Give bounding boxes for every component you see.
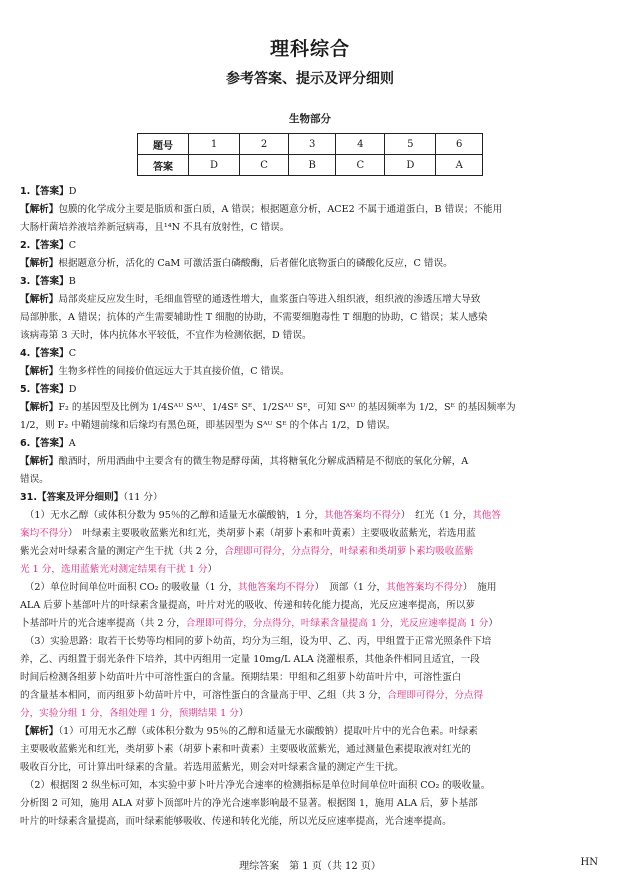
text-segment: 根据题意分析，活化的 CaM 可激活蛋白磷酸酶，后者催化底物蛋白的磷酸化反应，C 错误。 bbox=[58, 258, 453, 269]
text-segment: 时间后检测各组萝卜幼苗叶片中可溶性蛋白的含量。预期结果：甲组和乙组萝卜幼苗叶片中，可溶性蛋白 bbox=[20, 672, 462, 683]
text-line bbox=[20, 363, 610, 381]
text-segment: 养，乙、丙组置于弱光条件下培养，其中丙组用一定量 10mg/L ALA 浇灌根系，其他条件相同且适宜，一段 bbox=[20, 654, 480, 665]
text-segment: ） 叶绿素主要吸收蓝紫光和红光，类胡萝卜素（胡萝卜素和叶黄素）主要吸收蓝紫光，若选用蓝 bbox=[67, 528, 476, 539]
answer-label: 【解析】 bbox=[20, 366, 59, 377]
text-line bbox=[20, 435, 610, 453]
text-segment: A bbox=[68, 438, 76, 449]
page-footer: 理综答案 第 1 页（共 12 页） bbox=[239, 861, 381, 872]
text-line bbox=[20, 579, 610, 597]
text-segment: 局部炎症反应发生时，毛细血管壁的通透性增大，血浆蛋白等进入组织液，组织液的渗透压增大导致 bbox=[58, 294, 481, 305]
question-number: 6 bbox=[436, 134, 483, 155]
text-line bbox=[20, 255, 610, 273]
answer-cell: B bbox=[289, 155, 336, 176]
text-segment: （2）单位时间单位叶面积 CO₂ 的吸收量（1 分， bbox=[20, 582, 238, 593]
text-segment: ） 顶部（1 分， bbox=[314, 582, 387, 593]
page-subtitle: 参考答案、提示及评分细则 bbox=[226, 71, 394, 87]
text-line bbox=[20, 291, 610, 309]
text-segment: 局部肿胀，A 错误；抗体的产生需要辅助性 T 细胞的协助，不需要细胞毒性 T 细胞的协助，C 错误；某人感染 bbox=[20, 312, 488, 323]
answer-label: 【解析】 bbox=[20, 204, 59, 215]
text-line bbox=[20, 813, 610, 831]
text-segment: 叶片的叶绿素含量提高，而叶绿素能够吸收、传递和转化光能，所以光反应速率提高，光合速率提高。 bbox=[20, 816, 452, 827]
text-segment: 卜基部叶片的光合速率提高（共 2 分， bbox=[20, 618, 186, 629]
text-line bbox=[20, 687, 610, 705]
text-segment: C bbox=[68, 240, 77, 251]
text-segment: F₂ 的基因型及比例为 1/4Sᴬᵁ Sᴬᵁ、1/4Sᴱ Sᴱ、1/2Sᴬᵁ Sᴱ，可知 Sᴬᵁ 的基因频率为 1/2，Sᴱ 的基因频率为 bbox=[58, 402, 516, 413]
answer-label: 【解析】 bbox=[20, 726, 59, 737]
text-line bbox=[20, 669, 610, 687]
answer-label: 【解析】 bbox=[20, 258, 59, 269]
answer-cell: C bbox=[240, 155, 289, 176]
text-line bbox=[20, 723, 610, 741]
answer-table bbox=[137, 133, 483, 176]
text-line bbox=[20, 471, 610, 489]
text-segment: 生物多样性的间接价值远远大于其直接价值，C 错误。 bbox=[58, 366, 290, 377]
text-line bbox=[20, 795, 610, 813]
text-line bbox=[20, 777, 610, 795]
answer-label: 1.【答案】 bbox=[20, 186, 69, 197]
answer-label: 31.【答案及评分细则】 bbox=[20, 492, 124, 503]
text-line bbox=[20, 237, 610, 255]
scoring-note: 案均不得分 bbox=[20, 528, 68, 539]
text-line bbox=[20, 453, 610, 471]
text-segment: ） bbox=[207, 564, 218, 575]
section-heading: 生物部分 bbox=[289, 113, 331, 125]
question-number: 5 bbox=[385, 134, 436, 155]
text-segment: 分析图 2 可知，施用 ALA 对萝卜顶部叶片的净光合速率影响最不显著。根据图 1，施用 ALA 后，萝卜基部 bbox=[20, 798, 478, 809]
text-segment: 1/2，则 F₂ 中鞘翅前缘和后缘均有黑色斑，即基因型为 Sᴬᵁ Sᴱ 的个体占 1/2，D 错误。 bbox=[20, 420, 396, 431]
text-segment: 包膜的化学成分主要是脂质和蛋白质，A 错误；根据题意分析，ACE2 不属于通道蛋白，B 错误；不能用 bbox=[58, 204, 503, 215]
answer-label: 【解析】 bbox=[20, 456, 59, 467]
answer-cell: A bbox=[436, 155, 483, 176]
text-line bbox=[20, 417, 610, 435]
text-segment: D bbox=[68, 186, 77, 197]
text-line bbox=[20, 561, 610, 579]
text-segment: ALA 后萝卜基部叶片的叶绿素含量提高，叶片对光的吸收、传递和转化能力提高，光反应速率提高，所以萝 bbox=[20, 600, 475, 611]
answer-label: 5.【答案】 bbox=[20, 384, 69, 395]
text-line bbox=[20, 507, 610, 525]
scoring-note: 其他答案均不得分 bbox=[386, 582, 463, 593]
text-segment: B bbox=[68, 276, 76, 287]
text-line bbox=[20, 327, 610, 345]
text-segment: （1）可用无水乙醇（或体积分数为 95％的乙醇和适量无水碳酸钠）提取叶片中的光合色素。叶绿素 bbox=[58, 726, 478, 737]
scoring-note: 分，实验分组 1 分，各组处理 1 分，预期结果 1 分 bbox=[20, 708, 239, 719]
text-line bbox=[20, 615, 610, 633]
text-line bbox=[20, 345, 610, 363]
scoring-note: 合理即可得分，分点得 bbox=[387, 690, 484, 701]
question-number: 2 bbox=[240, 134, 289, 155]
text-line bbox=[20, 219, 610, 237]
text-line bbox=[20, 759, 610, 777]
text-segment: D bbox=[68, 384, 77, 395]
question-number: 4 bbox=[336, 134, 385, 155]
text-line bbox=[20, 543, 610, 561]
text-segment: （11 分） bbox=[123, 492, 163, 503]
text-line bbox=[20, 381, 610, 399]
text-segment: 大肠杆菌培养液培养新冠病毒，且¹⁴N 不具有放射性，C 错误。 bbox=[20, 222, 290, 233]
text-segment: ） 红光（1 分， bbox=[400, 510, 473, 521]
scoring-note: 合理即可得分，分点得分，叶绿素含量提高 1 分，光反应速率提高 1 分 bbox=[185, 618, 489, 629]
scoring-note: 其他答案均不得分 bbox=[237, 582, 315, 593]
text-segment: C bbox=[68, 348, 77, 359]
row-label-number: 题号 bbox=[138, 134, 189, 155]
text-segment: （3）实验思路：取若干长势等均相同的萝卜幼苗，均分为三组，设为甲、乙、丙，甲组置于正常光照条件下培 bbox=[20, 636, 492, 647]
question-number: 3 bbox=[289, 134, 336, 155]
text-line bbox=[20, 741, 610, 759]
text-line bbox=[20, 273, 610, 291]
text-segment: ） 施用 bbox=[462, 582, 497, 593]
scoring-note: 光 1 分，选用蓝紫光对测定结果有干扰 1 分 bbox=[20, 564, 208, 575]
answer-row bbox=[138, 155, 483, 176]
answer-label: 6.【答案】 bbox=[20, 438, 69, 449]
question-number-row bbox=[138, 134, 483, 155]
text-line bbox=[20, 309, 610, 327]
text-line bbox=[20, 489, 610, 507]
text-line bbox=[20, 399, 610, 417]
text-line bbox=[20, 597, 610, 615]
text-segment: 主要吸收蓝紫光和红光，类胡萝卜素（胡萝卜素和叶黄素）主要吸收蓝紫光，通过测量色素提取液对红光的 bbox=[20, 744, 471, 755]
text-segment: （1）无水乙醇（或体积分数为 95％的乙醇和适量无水碳酸钠，1 分， bbox=[20, 510, 324, 521]
answer-label: 【解析】 bbox=[20, 294, 59, 305]
answer-label: 4.【答案】 bbox=[20, 348, 69, 359]
text-segment: 错误。 bbox=[20, 474, 49, 485]
answer-label: 【解析】 bbox=[20, 402, 59, 413]
row-label-answer: 答案 bbox=[138, 155, 189, 176]
answer-cell: C bbox=[336, 155, 385, 176]
text-segment: 该病毒第 3 天时，体内抗体水平较低，不宜作为检测依据，D 错误。 bbox=[20, 330, 312, 341]
scoring-note: 其他答案均不得分 bbox=[323, 510, 401, 521]
answer-explanations bbox=[20, 183, 610, 831]
page-title: 理科综合 bbox=[269, 38, 350, 60]
text-line bbox=[20, 201, 610, 219]
text-line bbox=[20, 525, 610, 543]
text-line bbox=[20, 651, 610, 669]
text-segment: 紫光会对叶绿素含量的测定产生干扰（共 2 分， bbox=[20, 546, 225, 557]
text-line bbox=[20, 633, 610, 651]
text-line bbox=[20, 183, 610, 201]
answer-cell: D bbox=[385, 155, 436, 176]
scoring-note: 合理即可得分，分点得分，叶绿素和类胡萝卜素均吸收蓝紫 bbox=[224, 546, 474, 557]
text-segment: 酿酒时，所用酒曲中主要含有的微生物是酵母菌，其将糖氧化分解成酒精是不彻底的氧化分解，A bbox=[58, 456, 469, 467]
text-line bbox=[20, 705, 610, 723]
answer-label: 3.【答案】 bbox=[20, 276, 69, 287]
text-segment: ） bbox=[238, 708, 249, 719]
answer-label: 2.【答案】 bbox=[20, 240, 69, 251]
question-number: 1 bbox=[189, 134, 240, 155]
text-segment: 的含量基本相同，而丙组萝卜幼苗叶片中，可溶性蛋白的含量高于甲、乙组（共 3 分， bbox=[20, 690, 388, 701]
scoring-note: 其他答 bbox=[472, 510, 501, 521]
text-segment: ） bbox=[488, 618, 498, 629]
text-segment: （2）根据图 2 纵坐标可知，本实验中萝卜叶片净光合速率的检测指标是单位时间单位叶面积 CO₂ 的吸收量。 bbox=[20, 780, 491, 791]
text-segment: 吸收百分比，可计算出叶绿素的含量。若选用蓝紫光，则会对叶绿素含量的测定产生干扰。 bbox=[20, 762, 404, 773]
region-tag: HN bbox=[580, 857, 598, 868]
answer-cell: D bbox=[189, 155, 240, 176]
